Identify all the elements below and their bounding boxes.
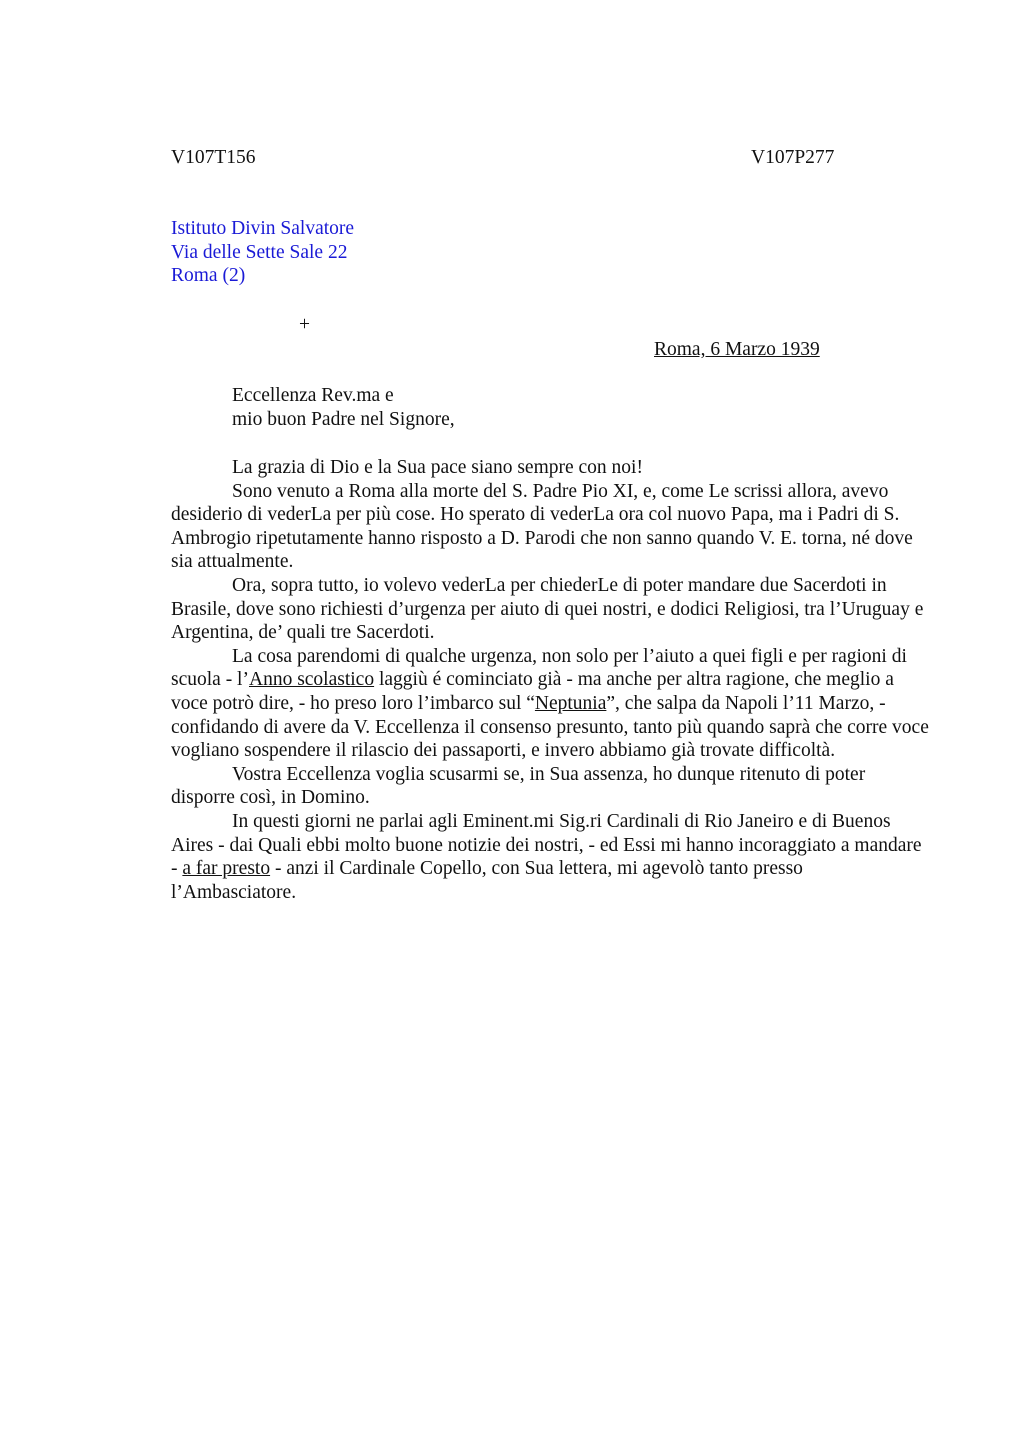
paragraph-apology: Vostra Eccellenza voglia scusarmi se, in Sua assenza, ho dunque ritenuto di poter disporre così, in Domino. [171,763,866,809]
address-line-institute: Istituto Divin Salvatore [171,218,355,239]
salutation [232,384,455,431]
letter-body [171,456,931,904]
paragraph-visit: Sono venuto a Roma alla morte del S. Padre Pio XI, e, come Le scrissi allora, avevo desiderio di vederLa per più cose. Ho sperato di vederLa ora col nuovo Papa, ma i Padri di S. Ambrogio ripetutamente hanno risposto a D. Parodi che non sanno quando V. E. torna, né dove sia attualmente. [171,480,913,573]
underlined-anno-scolastico: Anno scolastico [248,669,375,691]
paragraph-urgency-text-c: ”, che salpa da Napoli l’11 Marzo, - confidando di avere da V. Eccellenza il consenso presunto, tanto più quando saprà che corre voce vogliano sospendere il rilascio dei passaporti, e invero abbiamo già trovate difficoltà. [171,692,929,762]
paragraph-cardinals [171,810,931,904]
salutation-line-2: mio buon Padre nel Signore, [232,408,455,430]
paragraph-cardinals-text-a: In questi giorni ne parlai agli Eminent.mi Sig.ri Cardinali di Rio Janeiro e di Buenos Aires - dai Quali ebbi molto buone notizie dei nostri, - ed Essi mi hanno incoraggiato a mandare - [171,810,922,880]
address-line-street: Via delle Sette Sale 22 [171,241,348,263]
paragraph-request: Ora, sopra tutto, io volevo vederLa per chiederLe di poter mandare due Sacerdoti in Brasile, dove sono richiesti d’urgenza per aiuto di quei nostri, e dodici Religiosi, tra l’Uruguay e Argentina, de’ quali tre Sacerdoti. [171,574,924,644]
document-code-right: V107P277 [751,147,835,168]
underlined-far-presto: a far presto [182,858,271,880]
letterhead-address [171,217,354,288]
letter-date: Roma, 6 Marzo 1939 [654,339,820,360]
address-line-city: Roma (2) [171,265,246,287]
document-code-left: V107T156 [171,147,256,168]
paragraph-cardinals-text-b: - anzi il Cardinale Copello, con Sua lettera, mi agevolò tanto presso l’Ambasciatore. [171,858,803,903]
paragraph-urgency [171,645,931,763]
cross-symbol: + [299,314,310,335]
paragraph-urgency-text-b: laggiù é cominciato già - ma anche per altra ragione, che meglio a voce potrò dire, - ho preso loro l’imbarco sul “ [171,669,894,714]
paragraph-urgency-text-a: La cosa parendomi di qualche urgenza, non solo per l’aiuto a quei figli e per ragioni di scuola - l’ [171,645,907,691]
salutation-line-1: Eccellenza Rev.ma e [232,385,394,406]
paragraph-greeting: La grazia di Dio e la Sua pace siano sempre con noi! [232,457,643,478]
underlined-ship-name: Neptunia [534,692,607,714]
